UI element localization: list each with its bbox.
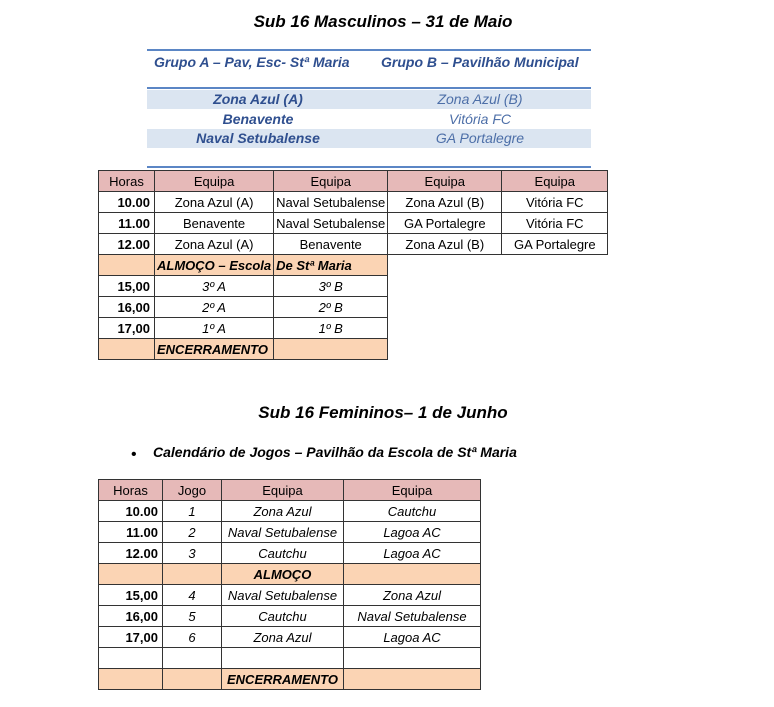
blank-cell <box>222 648 344 669</box>
team-cell: 3º A <box>155 276 274 297</box>
group-b-team: Vitória FC <box>449 111 511 127</box>
game-cell: 4 <box>163 585 222 606</box>
table-row <box>99 522 481 543</box>
group-row <box>147 90 591 109</box>
table-row <box>99 543 481 564</box>
table-row <box>99 606 481 627</box>
schedule-table-femininos <box>98 479 481 690</box>
closing-label: ENCERRAMENTO <box>155 339 274 360</box>
page-title-femininos: Sub 16 Femininos– 1 de Junho <box>258 403 508 422</box>
closing-blank-cell <box>99 339 155 360</box>
schedule-table-masculinos <box>98 170 608 360</box>
table-row <box>99 627 481 648</box>
lunch-label: ALMOÇO <box>222 564 344 585</box>
group-b-team: GA Portalegre <box>435 130 525 146</box>
team-cell: GA Portalegre <box>502 234 608 255</box>
team-cell: Zona Azul <box>222 501 344 522</box>
closing-blank-cell <box>163 669 222 690</box>
table-row <box>99 501 481 522</box>
header-cell: Equipa <box>274 171 388 192</box>
team-cell: 2º B <box>274 297 388 318</box>
closing-blank-cell <box>344 669 481 690</box>
team-cell: 1º A <box>155 318 274 339</box>
header-cell: Horas <box>99 480 163 501</box>
closing-blank-cell <box>274 339 388 360</box>
team-cell: Naval Setubalense <box>274 213 388 234</box>
blank-row <box>99 648 481 669</box>
team-cell: Zona Azul (A) <box>155 192 274 213</box>
lunch-row <box>99 255 608 276</box>
blank-cell <box>344 648 481 669</box>
header-cell: Equipa <box>155 171 274 192</box>
header-cell: Jogo <box>163 480 222 501</box>
team-cell: Naval Setubalense <box>344 606 481 627</box>
closing-row <box>99 669 481 690</box>
group-a-team: Naval Setubalense <box>196 130 320 146</box>
game-cell: 6 <box>163 627 222 648</box>
team-cell: 1º B <box>274 318 388 339</box>
team-cell: Lagoa AC <box>344 522 481 543</box>
team-cell: GA Portalegre <box>388 213 502 234</box>
table-header-row <box>99 480 481 501</box>
team-cell: Vitória FC <box>502 213 608 234</box>
team-cell: Zona Azul (B) <box>388 192 502 213</box>
group-a-header: Grupo A – Pav, Esc- Stª Maria <box>154 54 350 70</box>
hour-cell: 15,00 <box>99 585 163 606</box>
team-cell: Naval Setubalense <box>222 522 344 543</box>
table-row <box>99 234 608 255</box>
hour-cell: 16,00 <box>99 297 155 318</box>
lunch-blank-cell <box>99 564 163 585</box>
group-row <box>147 129 591 148</box>
hour-cell: 10.00 <box>99 501 163 522</box>
closing-row <box>99 339 608 360</box>
group-row <box>147 110 591 129</box>
team-cell: Vitória FC <box>502 192 608 213</box>
table-row <box>99 297 608 318</box>
game-cell: 1 <box>163 501 222 522</box>
team-cell: Cautchu <box>222 543 344 564</box>
hour-cell: 12.00 <box>99 543 163 564</box>
lunch-blank-cell <box>163 564 222 585</box>
hour-cell: 16,00 <box>99 606 163 627</box>
hour-cell: 11.00 <box>99 213 155 234</box>
team-cell: Zona Azul <box>344 585 481 606</box>
group-a-team: Zona Azul (A) <box>213 91 303 107</box>
group-b-header: Grupo B – Pavilhão Municipal <box>381 54 579 70</box>
game-cell: 2 <box>163 522 222 543</box>
table-row <box>99 213 608 234</box>
game-cell: 5 <box>163 606 222 627</box>
table-row <box>99 192 608 213</box>
table-header-row <box>99 171 608 192</box>
team-cell: Lagoa AC <box>344 543 481 564</box>
calendar-heading: Calendário de Jogos – Pavilhão da Escola de Stª Maria <box>153 444 517 460</box>
header-cell: Equipa <box>502 171 608 192</box>
team-cell: Zona Azul (A) <box>155 234 274 255</box>
team-cell: Cautchu <box>222 606 344 627</box>
hour-cell: 12.00 <box>99 234 155 255</box>
header-cell: Equipa <box>222 480 344 501</box>
groups-top-rule <box>147 49 591 51</box>
team-cell: Lagoa AC <box>344 627 481 648</box>
team-cell: Cautchu <box>344 501 481 522</box>
table-row <box>99 585 481 606</box>
lunch-blank-cell <box>344 564 481 585</box>
header-cell: Equipa <box>388 171 502 192</box>
hour-cell: 17,00 <box>99 318 155 339</box>
page-title-masculinos: Sub 16 Masculinos – 31 de Maio <box>253 12 513 31</box>
groups-bottom-rule <box>147 166 591 168</box>
header-cell: Horas <box>99 171 155 192</box>
team-cell: 2º A <box>155 297 274 318</box>
table-row <box>99 276 608 297</box>
team-cell: Benavente <box>155 213 274 234</box>
blank-cell <box>163 648 222 669</box>
hour-cell: 15,00 <box>99 276 155 297</box>
group-a-team: Benavente <box>222 111 294 127</box>
closing-label: ENCERRAMENTO <box>222 669 344 690</box>
blank-cell <box>99 648 163 669</box>
team-cell: Naval Setubalense <box>222 585 344 606</box>
team-cell: 3º B <box>274 276 388 297</box>
lunch-label: ALMOÇO – Escola <box>155 255 274 276</box>
header-cell: Equipa <box>344 480 481 501</box>
game-cell: 3 <box>163 543 222 564</box>
table-row <box>99 318 608 339</box>
team-cell: Benavente <box>274 234 388 255</box>
team-cell: Zona Azul <box>222 627 344 648</box>
lunch-row <box>99 564 481 585</box>
team-cell: Naval Setubalense <box>274 192 388 213</box>
hour-cell: 10.00 <box>99 192 155 213</box>
groups-mid-rule <box>147 87 591 89</box>
lunch-location: De Stª Maria <box>274 255 388 276</box>
team-cell: Zona Azul (B) <box>388 234 502 255</box>
bullet-icon: • <box>131 446 137 463</box>
closing-blank-cell <box>99 669 163 690</box>
hour-cell: 17,00 <box>99 627 163 648</box>
lunch-blank-cell <box>99 255 155 276</box>
hour-cell: 11.00 <box>99 522 163 543</box>
group-b-team: Zona Azul (B) <box>437 91 523 107</box>
